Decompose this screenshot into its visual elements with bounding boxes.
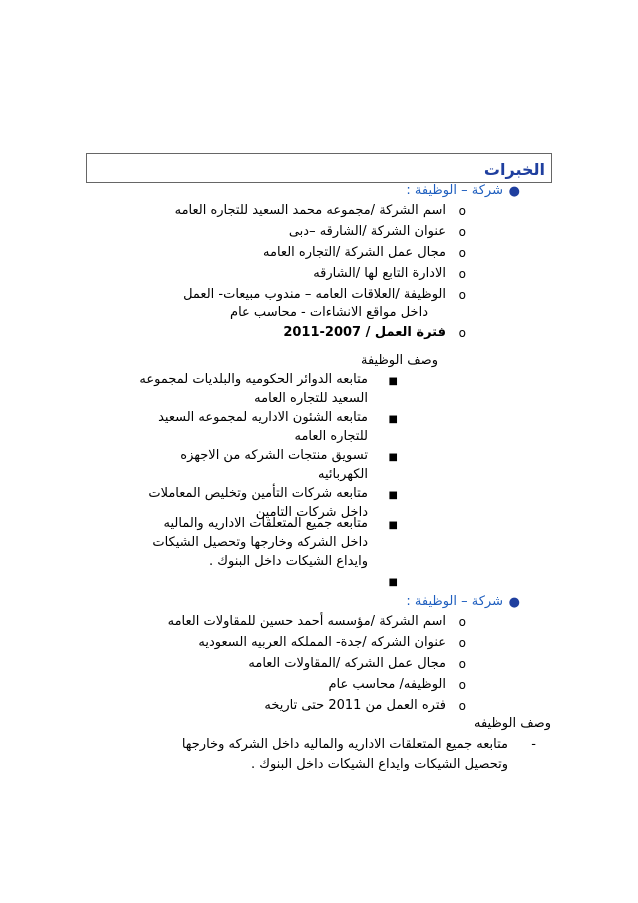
square-bullet-icon: ■ [388,490,398,501]
job1-period: فترة العمل / 2007-2011 [283,325,446,340]
circle-bullet-icon: o [458,225,466,239]
job2-detail: الوظيفه/ محاسب عام [328,677,446,692]
circle-bullet-icon: o [458,636,466,650]
job1-desc-item: السعيد للتجاره العامه [254,391,368,406]
circle-bullet-icon: o [458,657,466,671]
job2-period: فتره العمل من 2011 حتى تاريخه [264,698,446,713]
circle-bullet-icon: o [458,246,466,260]
circle-bullet-icon: o [458,699,466,713]
job2-detail: مجال عمل الشركه /المقاولات العامه [248,656,446,671]
job1-desc-item: داخل الشركه وخارجها وتحصيل الشيكات [152,535,368,550]
job2-desc-title: وصف الوظيفه [473,716,551,731]
square-bullet-icon: ■ [388,376,398,387]
job1-detail: الادارة التابع لها /الشارقه [313,266,446,281]
job1-detail-continuation: داخل مواقع الانشاءات - محاسب عام [230,305,428,320]
job1-desc-item: وايداع الشيكات داخل البنوك . [209,554,368,569]
circle-bullet-icon: o [458,288,466,302]
circle-bullet-icon: o [458,615,466,629]
job1-desc-title: وصف الوظيفة [360,353,438,368]
job1-title: شركة – الوظيفة : [406,183,503,198]
job2-detail: اسم الشركة /مؤسسه أحمد حسين للمقاولات العامه [167,614,446,629]
job1-detail: اسم الشركة /مجموعه محمد السعيد للتجاره العامه [174,203,446,218]
job1-desc-item: تسويق منتجات الشركه من الاجهزه [180,448,368,463]
job1-desc-item: متابعه شركات التأمين وتخليص المعاملات [148,486,368,501]
square-bullet-icon: ■ [388,414,398,425]
bullet-dot-icon: ● [508,184,520,199]
job1-detail: مجال عمل الشركة /التجاره العامه [263,245,446,260]
job2-desc-line: وتحصيل الشيكات وايداع الشيكات داخل البنوك . [250,757,508,772]
dash-bullet: - [531,737,536,752]
circle-bullet-icon: o [458,326,466,340]
job2-desc-line: متابعه جميع المتعلقات الاداريه والماليه داخل الشركه وخارجها [181,737,508,752]
section-heading-box [86,153,552,183]
job2-detail: عنوان الشركه /جدة- المملكه العربيه السعوديه [198,635,446,650]
job1-desc-item: متابعه الدوائر الحكوميه والبلديات لمجموعه [139,372,368,387]
square-bullet-icon: ■ [388,520,398,531]
bullet-dot-icon: ● [508,595,520,610]
circle-bullet-icon: o [458,678,466,692]
circle-bullet-icon: o [458,267,466,281]
job1-detail: الوظيفة /العلاقات العامه – مندوب مبيعات- العمل [183,287,446,302]
section-heading: الخبرات [483,160,545,179]
square-bullet-icon: ■ [388,452,398,463]
job1-desc-item: للتجاره العامه [294,429,368,444]
square-bullet-icon: ■ [388,577,398,588]
circle-bullet-icon: o [458,204,466,218]
job1-detail: عنوان الشركة /الشارقه –دبى [288,224,446,239]
job2-title: شركة – الوظيفة : [406,594,503,609]
job1-desc-item: الكهربائيه [317,467,368,482]
job1-desc-item: متابعه الشئون الاداريه لمجموعه السعيد [158,410,368,425]
job1-desc-item: داخل شركات التامين [255,505,368,520]
job1-desc-item: متابعه جميع المتعلقات الاداريه والماليه [163,516,368,531]
